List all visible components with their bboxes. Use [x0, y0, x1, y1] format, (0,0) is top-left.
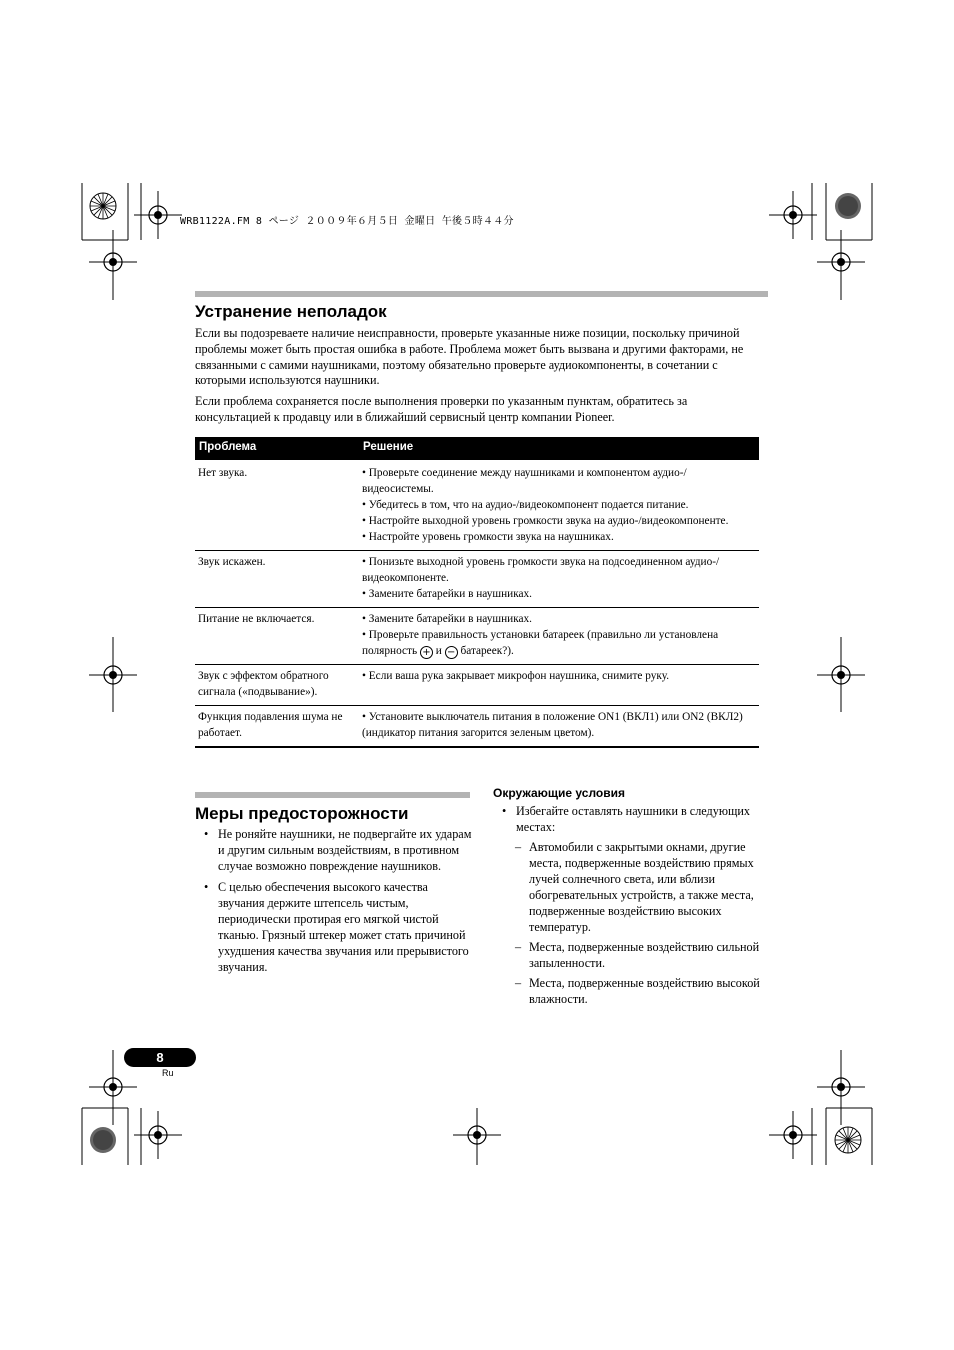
- list-item: [493, 939, 768, 971]
- problem-cell: Звук с эффектом обратного сигнала («подвывание»).: [195, 665, 359, 706]
- list-item: [493, 975, 768, 1007]
- section-rule: [195, 792, 470, 798]
- list-item: [195, 879, 475, 975]
- solution-cell: [359, 460, 759, 551]
- solution-item: • Замените батарейки в наушниках.: [362, 613, 532, 625]
- solution-cell: [359, 608, 759, 665]
- minus-icon: −: [445, 646, 458, 659]
- solution-item: • Понизьте выходной уровень громкости звука на подсоединенном аудио-/видеокомпоненте.: [362, 556, 720, 584]
- bullet-icon: •: [502, 804, 507, 818]
- list-item: [493, 803, 768, 835]
- table-row: [195, 460, 759, 551]
- table-row: [195, 551, 759, 608]
- star-mark-bottom-right: [835, 1127, 861, 1153]
- print-header: WRB1122A.FM 8 ページ ２００９年６月５日 金曜日 午後５時４４分: [180, 216, 514, 227]
- problem-cell: Нет звука.: [195, 460, 359, 551]
- column-header-problem: Проблема: [195, 437, 359, 460]
- list-item: [493, 839, 768, 935]
- troubleshooting-intro: [195, 326, 760, 431]
- precautions-list: [195, 826, 475, 980]
- environment-item: Места, подверженные воздействию сильной запыленности.: [529, 940, 760, 970]
- table-row: [195, 608, 759, 665]
- problem-cell: Звук искажен.: [195, 551, 359, 608]
- solution-item: • Замените батарейки в наушниках.: [362, 588, 532, 600]
- environment-item: Автомобили с закрытыми окнами, другие места, подверженные воздействию прямых лучей солнечного света, или вблизи обогревательных устройств, а также места, подверженные воздействию высоких температур.: [529, 840, 754, 934]
- environment-list: [493, 803, 768, 1011]
- environment-title: Окружающие условия: [493, 786, 626, 800]
- language-code: Ru: [162, 1068, 174, 1078]
- dash-icon: –: [515, 840, 522, 854]
- polarity-text-before: • Проверьте правильность установки батареек (правильно ли установлена полярность: [362, 629, 719, 657]
- troubleshooting-table: [195, 437, 759, 748]
- solution-item: • Убедитесь в том, что на аудио-/видеокомпонент подается питание.: [362, 499, 689, 511]
- intro-paragraph: Если вы подозреваете наличие неисправности, проверьте указанные ниже позиции, поскольку причиной проблемы может быть простая ошибка в работе. Проблема может быть вызвана и другими факторами, не связанными с самими наушниками, поэтому обязательно проверьте аудиокомпоненты, в сочетании с которыми используются наушники.: [195, 326, 744, 388]
- star-mark-top-left: [90, 193, 116, 219]
- bullet-icon: •: [204, 880, 209, 894]
- environment-lead: Избегайте оставлять наушники в следующих местах:: [516, 804, 750, 834]
- solution-item-polarity: [362, 627, 756, 659]
- problem-cell: Функция подавления шума не работает.: [195, 706, 359, 748]
- dot-mark-bottom-left: [90, 1127, 116, 1153]
- precautions-title: Меры предосторожности: [195, 804, 409, 823]
- list-item: [195, 826, 475, 874]
- dash-icon: –: [515, 940, 522, 954]
- solution-cell: [359, 551, 759, 608]
- solution-item: • Если ваша рука закрывает микрофон наушника, снимите руку.: [362, 670, 670, 682]
- solution-cell: [359, 706, 759, 748]
- section-rule: [195, 291, 768, 297]
- problem-cell: Питание не включается.: [195, 608, 359, 665]
- precaution-text: Не роняйте наушники, не подвергайте их ударам и другим сильным воздействиям, в противном случае возможно повреждение наушников.: [218, 827, 472, 873]
- dash-icon: –: [515, 976, 522, 990]
- column-header-solution: Решение: [359, 437, 759, 460]
- solution-item: • Проверьте соединение между наушниками и компонентом аудио-/видеосистемы.: [362, 467, 687, 495]
- polarity-and: и: [435, 645, 442, 657]
- table-row: [195, 706, 759, 748]
- solution-item: • Установите выключатель питания в положение ON1 (ВКЛ1) или ON2 (ВКЛ2) (индикатор питания загорится зеленым цветом).: [362, 711, 743, 739]
- troubleshooting-title: Устранение неполадок: [195, 302, 387, 321]
- plus-icon: +: [420, 646, 433, 659]
- table-row: [195, 665, 759, 706]
- solution-item: • Настройте уровень громкости звука на наушниках.: [362, 531, 614, 543]
- dot-mark-top-right: [835, 193, 861, 219]
- intro-paragraph: Если проблема сохраняется после выполнения проверки по указанным пунктам, обратитесь за консультацией к продавцу или в ближайший сервисный центр компании Pioneer.: [195, 394, 688, 424]
- solution-item: • Настройте выходной уровень громкости звука на аудио-/видеокомпоненте.: [362, 515, 729, 527]
- solution-cell: [359, 665, 759, 706]
- page-number: 8: [124, 1048, 196, 1067]
- precaution-text: С целью обеспечения высокого качества звучания держите штепсель чистым, периодически протирая его мягкой чистой тканью. Грязный штекер может стать причиной ухудшения качества звучания или прерывистого звучания.: [218, 880, 469, 974]
- polarity-text-after: батареек?).: [460, 645, 514, 657]
- table-header-row: [195, 437, 759, 460]
- bullet-icon: •: [204, 827, 209, 841]
- environment-item: Места, подверженные воздействию высокой влажности.: [529, 976, 760, 1006]
